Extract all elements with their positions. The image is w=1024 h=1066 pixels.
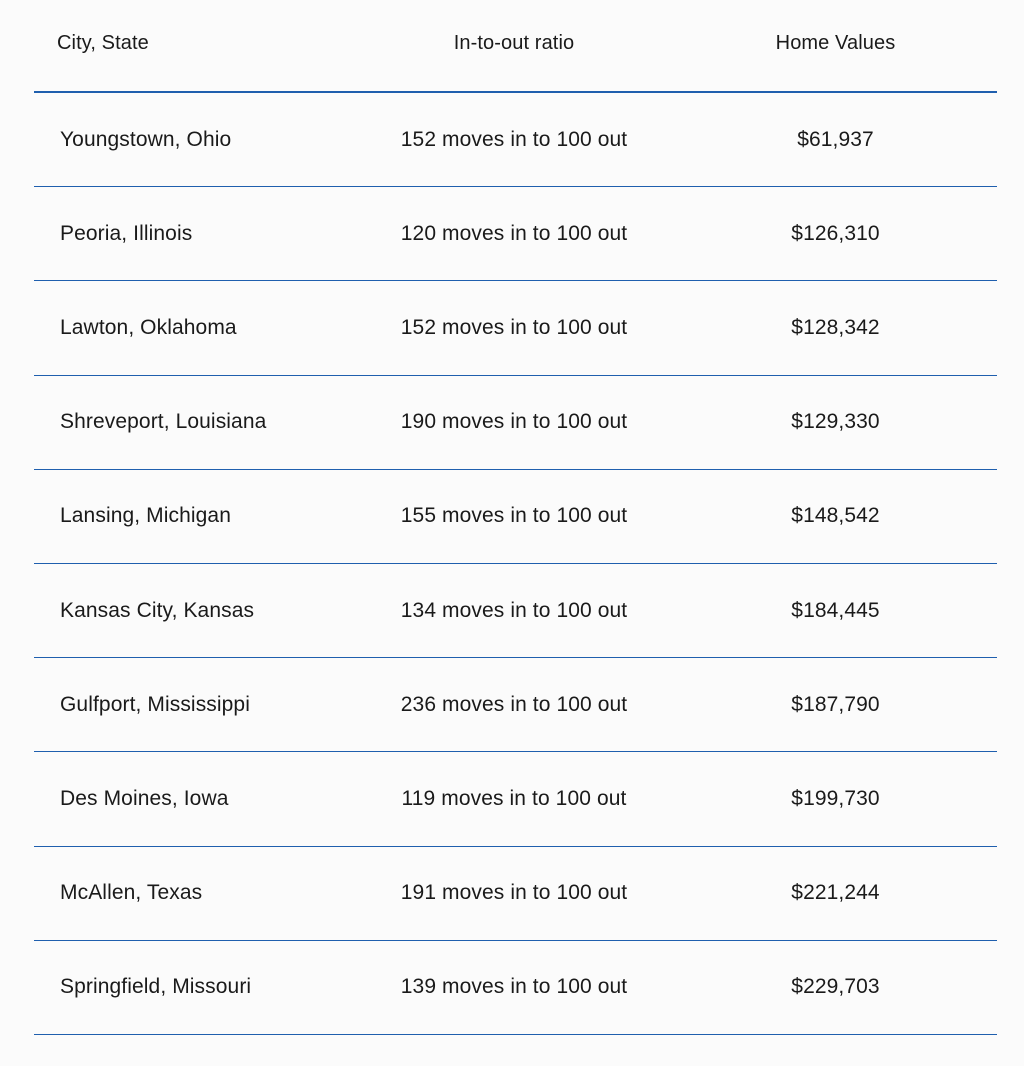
cell-city-state: Des Moines, Iowa	[60, 786, 229, 810]
cell-ratio: 155 moves in to 100 out	[400, 504, 628, 528]
cell-home-value: $148,542	[791, 504, 880, 528]
cell-ratio: 119 moves in to 100 out	[401, 786, 627, 810]
table-row	[34, 564, 997, 658]
cell-home-value: $128,342	[791, 315, 880, 339]
cell-city-state: Gulfport, Mississippi	[60, 692, 250, 716]
header-city-state: City, State	[57, 32, 149, 54]
cell-city-state: Lawton, Oklahoma	[60, 315, 237, 339]
cell-home-value: $221,244	[791, 881, 880, 905]
cell-home-value: $129,330	[791, 410, 880, 434]
table-row	[34, 941, 997, 1035]
cell-ratio: 120 moves in to 100 out	[400, 221, 628, 245]
cell-home-value: $61,937	[797, 127, 874, 151]
table-header-row	[34, 0, 997, 93]
table-row	[34, 847, 997, 941]
cell-ratio: 190 moves in to 100 out	[400, 410, 628, 434]
table-row	[34, 658, 997, 752]
data-table	[34, 0, 997, 1035]
cell-home-value: $184,445	[791, 598, 880, 622]
table-row	[34, 187, 997, 281]
cell-city-state: Youngstown, Ohio	[60, 127, 232, 151]
cell-city-state: Kansas City, Kansas	[60, 598, 255, 622]
cell-ratio: 152 moves in to 100 out	[400, 127, 628, 151]
table-row	[34, 93, 997, 187]
header-home-values: Home Values	[775, 32, 896, 54]
cell-city-state: McAllen, Texas	[60, 881, 203, 905]
cell-home-value: $229,703	[791, 975, 880, 999]
table-row	[34, 376, 997, 470]
cell-home-value: $199,730	[791, 786, 880, 810]
cell-ratio: 236 moves in to 100 out	[400, 692, 628, 716]
cell-ratio: 134 moves in to 100 out	[400, 598, 628, 622]
cell-city-state: Peoria, Illinois	[60, 221, 193, 245]
table-row	[34, 281, 997, 375]
cell-home-value: $187,790	[791, 692, 880, 716]
cell-ratio: 191 moves in to 100 out	[400, 881, 628, 905]
cell-home-value: $126,310	[791, 221, 880, 245]
table-row	[34, 752, 997, 846]
cell-ratio: 152 moves in to 100 out	[400, 315, 628, 339]
cell-city-state: Lansing, Michigan	[60, 504, 231, 528]
header-in-to-out-ratio: In-to-out ratio	[453, 32, 575, 54]
table-row	[34, 470, 997, 564]
cell-city-state: Springfield, Missouri	[60, 975, 252, 999]
cell-city-state: Shreveport, Louisiana	[60, 410, 267, 434]
cell-ratio: 139 moves in to 100 out	[400, 975, 628, 999]
